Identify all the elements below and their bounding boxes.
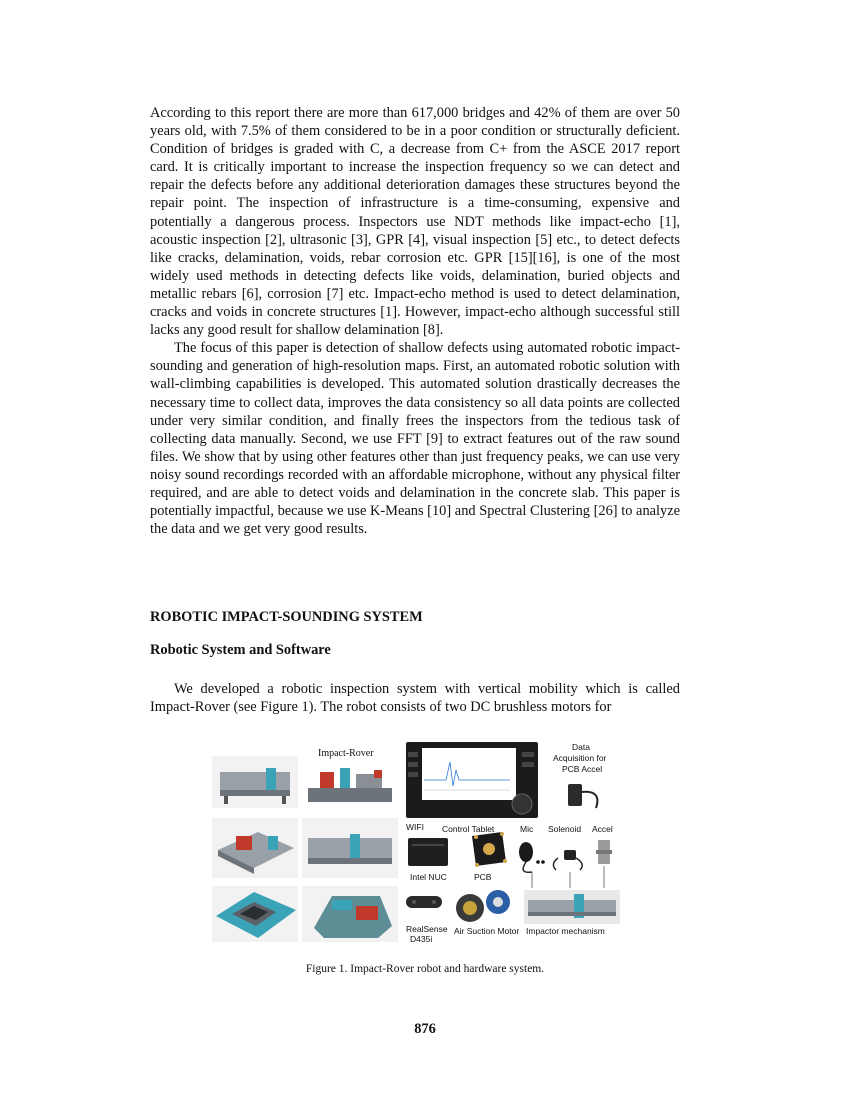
impactor-mechanism (524, 890, 620, 924)
data-acquisition-device (568, 784, 597, 808)
page-number: 876 (414, 1021, 436, 1037)
section-heading: ROBOTIC IMPACT-SOUNDING SYSTEM (150, 609, 423, 625)
paragraph-1: According to this report there are more than 617,000 bridges and 42% of them are over 50 years old, with 7.5% of them considered to be in a poor condition or structurally deficient. Condition of bridges is graded with C, a decrease from C+ from the ASCE 2017 report card. It is critically important to increase the inspection frequency so we can detect and repair the defects before any additional deterioration damages these structures beyond the repair point. The inspection of infrastructure is a time-consuming, expensive and potentially a dangerous process. Inspectors use NDT methods like impact-echo [1], acoustic inspection [2], ultrasonic [3], GPR [4], visual inspection [5] etc., to detect defects like cracks, delamination, voids, rebar corrosion etc. GPR [15][16], is one of the most widely used methods in detecting defects like voids, delamination, buried objects and metallic rebars [6], corrosion [7] etc. Impact-echo method is used to detect delamination, cracks and voids in concrete structures [1]. However, impact-echo although successful still lacks any good result for shallow delamination [8]. (150, 105, 680, 339)
figure-1 (210, 740, 620, 950)
label-data-acq-1: Data (572, 742, 590, 752)
solenoid (553, 850, 582, 870)
subsection-heading: Robotic System and Software (150, 642, 331, 658)
label-solenoid: Solenoid (548, 824, 582, 834)
body-text (150, 104, 680, 538)
label-pcb: PCB (474, 872, 492, 882)
realsense-camera (406, 896, 442, 908)
label-data-acq-3: PCB Accel (562, 764, 603, 774)
microphone (519, 842, 545, 872)
label-mic: Mic (520, 824, 534, 834)
robot-photo-top (302, 764, 398, 810)
label-realsense-1: RealSense (406, 924, 448, 934)
label-intel-nuc: Intel NUC (410, 872, 447, 882)
label-control-tablet: Control Tablet (442, 824, 495, 834)
air-suction-motor (456, 890, 510, 922)
accelerometer (596, 840, 612, 864)
cad-render-top (212, 756, 298, 808)
label-impactor: Impactor mechanism (526, 926, 605, 936)
figure-1-graphic (210, 740, 620, 950)
pcb-board (472, 832, 507, 867)
paragraph-3: We developed a robotic inspection system with vertical mobility which is called Impact-Rover (see Figure 1). The robot consists of two DC brushless motors for (150, 681, 680, 716)
cad-render-middle (212, 818, 298, 878)
cad-render-bottom (212, 886, 298, 942)
paragraph-2: The focus of this paper is detection of shallow defects using automated robotic impact-sounding and generation of high-resolution maps. First, an automated robotic solution with wall-climbing capabilities is developed. This automated solution drastically decreases the necessary time to collect data, improves the data consistency so all data points are collected under very similar condition, and finally frees the inspectors from the tedious task of collecting data manually. Second, we use FFT [9] to extract features out of the raw sound files. We show that by using other features other than just frequency peaks, we can use very noisy sound recordings recorded with an affordable microphone, without any physical filter required, and are able to detect voids and delamination in the concrete slab. This paper is potentially impactful, because we use K-Means [10] and Spectral Clustering [26] to analyze the data and we get very good results. (150, 340, 680, 538)
label-realsense-2: D435i (410, 934, 433, 944)
robot-photo-middle (302, 818, 398, 878)
label-data-acq-2: Acquisition for (553, 753, 607, 763)
label-wifi: WIFI (406, 822, 424, 832)
robot-photo-bottom (302, 886, 398, 942)
label-air-suction: Air Suction Motor (454, 926, 520, 936)
label-accel: Accel (592, 824, 613, 834)
intel-nuc (408, 838, 448, 866)
label-impact-rover: Impact-Rover (318, 748, 374, 759)
control-tablet (406, 742, 538, 818)
figure-caption: Figure 1. Impact-Rover robot and hardware system. (305, 963, 545, 975)
